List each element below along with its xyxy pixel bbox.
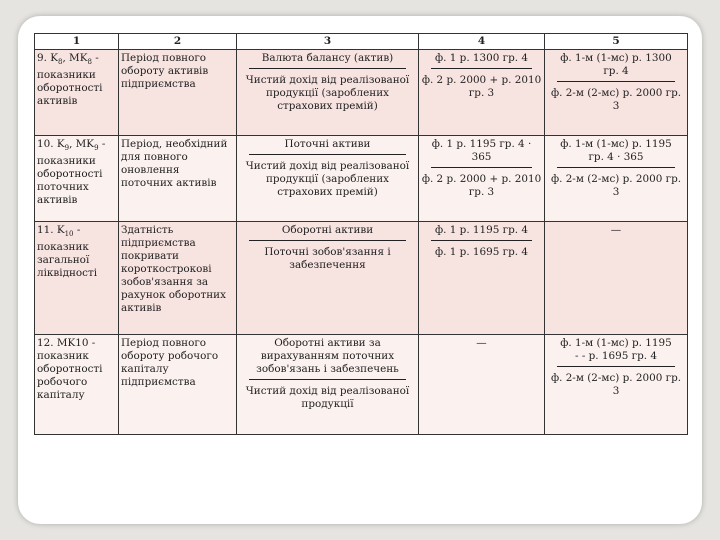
indicator-description-cell: Здатність підприємства покривати короткострокові зобов'язання за рахунок оборотних активів bbox=[119, 222, 237, 335]
formula-cell bbox=[237, 335, 419, 435]
form-reference-cell bbox=[419, 222, 545, 335]
formula-numerator: ф. 1 р. 1195 гр. 4 bbox=[431, 224, 532, 241]
header-row bbox=[35, 34, 688, 50]
formula-denominator: Чистий дохід від реалізованої продукції bbox=[245, 385, 410, 410]
form-reference-cell bbox=[419, 50, 545, 136]
indicator-name-cell: 9. $K_8$, $MK_8$ - показники оборотності активів bbox=[35, 50, 119, 136]
indicator-description-cell: Період повного обороту активів підприємства bbox=[119, 50, 237, 136]
formula-denominator: ф. 2-м (2-мс) р. 2000 гр. 3 bbox=[550, 372, 682, 397]
table-row bbox=[35, 136, 688, 222]
header-cell: 5 bbox=[545, 34, 688, 50]
formula-denominator: ф. 1 р. 1695 гр. 4 bbox=[435, 246, 528, 258]
formula-numerator: ф. 1-м (1-мс) р. 1195 - - р. 1695 гр. 4 bbox=[557, 337, 675, 367]
form-reference-cell bbox=[419, 335, 545, 435]
small-form-reference-cell bbox=[545, 136, 688, 222]
indicator-description-cell: Період повного обороту робочого капіталу підприємства bbox=[119, 335, 237, 435]
formula-numerator: Оборотні активи bbox=[249, 224, 406, 241]
indicator-name-cell: 10. $K_9$, $MK_9$ - показники оборотності поточних активів bbox=[35, 136, 119, 222]
formula-denominator: ф. 2-м (2-мс) р. 2000 гр. 3 bbox=[550, 87, 682, 112]
header-cell: 3 bbox=[237, 34, 419, 50]
header-cell: 2 bbox=[119, 34, 237, 50]
indicator-name-cell: 11. $K_{10}$ - показник загальної ліквідності bbox=[35, 222, 119, 335]
formula-cell bbox=[237, 222, 419, 335]
formula-denominator: ф. 2 р. 2000 + р. 2010 гр. 3 bbox=[421, 173, 542, 198]
small-form-reference-cell bbox=[545, 335, 688, 435]
formula-denominator: ф. 2-м (2-мс) р. 2000 гр. 3 bbox=[550, 173, 682, 198]
table-row bbox=[35, 50, 688, 136]
formula-denominator: Чистий дохід від реалізованої продукції (зароблених страхових премій) bbox=[245, 160, 410, 198]
formula-denominator: ф. 2 р. 2000 + р. 2010 гр. 3 bbox=[421, 74, 542, 99]
formula-numerator: Поточні активи bbox=[249, 138, 406, 155]
formula-numerator: ф. 1 р. 1195 гр. 4 · 365 bbox=[431, 138, 532, 168]
formula-cell bbox=[237, 136, 419, 222]
form-reference-cell bbox=[419, 136, 545, 222]
header-cell: 1 bbox=[35, 34, 119, 50]
table-row bbox=[35, 335, 688, 435]
formula-numerator: ф. 1-м (1-мс) р. 1195 гр. 4 · 365 bbox=[557, 138, 675, 168]
indicators-table bbox=[34, 33, 688, 435]
formula-numerator: ф. 1 р. 1300 гр. 4 bbox=[431, 52, 532, 69]
indicator-description-cell: Період, необхідний для повного оновлення поточних активів bbox=[119, 136, 237, 222]
table-row bbox=[35, 222, 688, 335]
not-applicable-dash: — bbox=[610, 224, 622, 236]
formula-denominator: Поточні зобов'язання і забезпечення bbox=[264, 246, 391, 271]
not-applicable-dash: — bbox=[476, 337, 487, 349]
small-form-reference-cell bbox=[545, 50, 688, 136]
header-cell: 4 bbox=[419, 34, 545, 50]
indicator-name-cell: 12. MK10 - показник оборотності робочого капіталу bbox=[35, 335, 119, 435]
formula-numerator: ф. 1-м (1-мс) р. 1300 гр. 4 bbox=[557, 52, 675, 82]
formula-numerator: Валюта балансу (актив) bbox=[249, 52, 406, 69]
formula-denominator: Чистий дохід від реалізованої продукції (зароблених страхових премій) bbox=[245, 74, 410, 112]
small-form-reference-cell bbox=[545, 222, 688, 335]
formula-numerator: Оборотні активи за вирахуванням поточних зобов'язань і забезпечень bbox=[249, 337, 406, 380]
formula-cell bbox=[237, 50, 419, 136]
